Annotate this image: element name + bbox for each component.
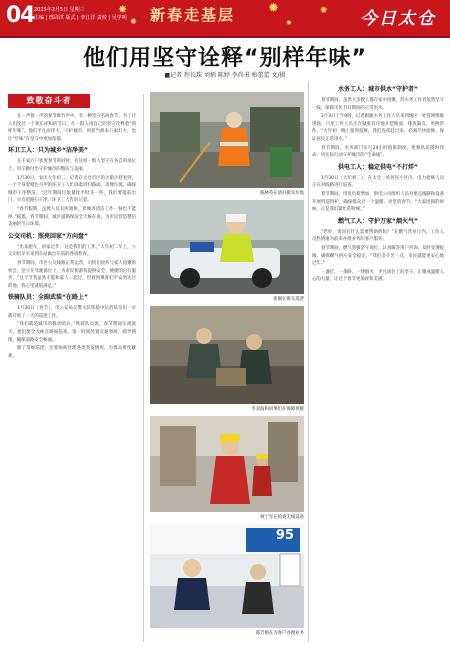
firework-icon: ✸ xyxy=(286,19,292,27)
photo-service-counter xyxy=(150,524,304,628)
paragraph: 春节期间，水务部门实行24小时值班制度，抢修队伍随时待命，用实际行动守护城市的“生命线”。 xyxy=(312,145,444,159)
section-title: 水务工人：城市供水“守护者” xyxy=(338,86,418,93)
page-number: 04 xyxy=(6,3,35,28)
article-headline: 他们用坚守诠释“别样年味” xyxy=(83,46,367,71)
newspaper-logo: 今日太仓 xyxy=(360,9,436,29)
photo-caption: 张刚在街头巡逻 xyxy=(273,297,304,302)
firework-icon: ✺ xyxy=(320,6,328,16)
page-header xyxy=(0,0,450,36)
left-text-column xyxy=(8,94,136,642)
paragraph: “我们就是城市的移动哨兵。”铁骑队员说，春节期间车流量大，他们要全天候在路面巡查，第一时间处置交通事故，疏导拥堵，确保道路安全畅通。 xyxy=(8,322,136,343)
intro-paragraph: 在一声接一声的春节爆竹声中，有一种坚守名叫春节，为了让人们度过一个欢乐祥和的节日，在一群人用自己的坚守诠释着“别样年味”。他们平凡而伟大，守护城市，用担当换来万家灯火，也让“年味”在坚守中更加浓郁。 xyxy=(8,114,136,142)
paragraph: 除了常规巡逻，还要协助处理各类突发情况，为群众排忧解难。 xyxy=(8,346,136,359)
section-title: 公交司机：照亮回家“方向盘” xyxy=(8,232,88,240)
column-divider xyxy=(308,82,309,642)
photo-caption: 李双波和同事们在保障供暖 xyxy=(251,407,304,412)
paragraph: “春节假期，虽然人员有所调休，但城市清洁工作一刻也不能停。”据悉，春节期间，城区道路保洁全天候在岗，为市民营造整洁美丽的节日环境。 xyxy=(8,206,136,228)
firework-icon: ✺ xyxy=(130,17,137,26)
paragraph: 在千家万户欢度春节的同时，有这样一群人坚守在各自的岗位上，用辛勤付出守护城市的整洁与美丽。 xyxy=(8,159,136,172)
paragraph: 1月30日（大年初二），在太仓一处居民小区内，电力抢修人员正在对线路进行巡查。 xyxy=(312,175,444,189)
right-text-column xyxy=(312,82,444,642)
paragraph: 春节期间，市区公交线路正常运营，司机们放弃与家人团聚的机会，坚守在驾驶岗位上，为市民和游客提供安全、便捷的出行服务。“这个节我虽然不能和家人一起过，但看到乘客们平安到达目的地，我心里就很满足。” xyxy=(8,260,136,289)
article-byline: ■记者 程长珠 刘炳 陈婷 李尚书 柏蕾蕾 文/摄 xyxy=(164,72,286,79)
section-title: 铁骑队员：全副武装“在路上” xyxy=(8,294,88,302)
section-title: 环卫工人：只为城乡“洁净美” xyxy=(8,147,88,155)
firework-icon: ✹ xyxy=(268,1,279,16)
paragraph: 1月30日，农历大年初二，记者在太仓市区的大街小巷看到，一个个身着橙色马甲的环卫工人忙碌着清扫路面、清理垃圾，确保城市干净整洁。“过年期间垃圾量比平时多一些，我们要提前出门，早点把路扫干净。”环卫工人告诉记者。 xyxy=(8,175,136,204)
paragraph: “出来跑车，回家过年，这是我们的工作。”大年初二早上，公交司机早早来到车站做出车前的各项检查。 xyxy=(8,244,136,258)
photo-caption: 柯宁军在检查无线设备 xyxy=(260,515,304,520)
paragraph: 2月3日上午9时，记者跟随水务工作人员来到城区一处管网维修现场，只见工作人员正在紧张有序地开挖路面、排查漏点、更换管件。“大年初一晚上接到报修，我们连夜赶过来，必须尽快抢修，保证居民正常用水。” xyxy=(312,114,444,142)
shop-sign-number: 95 xyxy=(275,528,294,543)
paragraph: “您好，请问有什么需要帮助的吗？”在燃气营业厅内，工作人员热情地为前来办理业务的客户服务。 xyxy=(312,229,444,243)
paragraph: 春节期间，虽然大多数人都在家中团聚，但水务工作者依然坚守一线，保障市民节日期间的正常用水。 xyxy=(312,98,444,111)
photo-sanitation-worker xyxy=(150,92,304,188)
section-title: 燃气工人：守护万家“烟火气” xyxy=(338,217,418,225)
section-title: 供电工人：稳定供电“不打烊” xyxy=(338,163,418,171)
festival-column-title: 新春走基层 xyxy=(150,6,236,24)
column-divider xyxy=(143,94,144,642)
header-rule xyxy=(0,36,450,38)
paragraph: 春节期间，用电负荷增加，供电公司组织人员对重点线路和设备开展特巡特护，确保群众过一个温暖、亮堂的春节。“大家团圆的时候，正是我们最忙的时候。” xyxy=(312,191,444,213)
photo-caption: 陈林英在清扫街头垃圾 xyxy=(260,191,304,196)
paragraph: 一盏灯、一条路、一缕烟火，平凡岗位上的坚守，汇聚成温暖人心的力量，让这个春节更加祥和美满。 xyxy=(312,269,444,283)
firework-icon: ✸ xyxy=(118,3,128,16)
editor-credits: 主编 | 邢周洪 版式 | 李江洋 责校 | 吴学明 xyxy=(34,15,127,21)
section-banner: 致敬奋斗者 xyxy=(8,94,90,108)
paragraph: 1月30日（春节），市公安局交警大队铁骑中队的队员们一早就开始了一天的巡逻工作。 xyxy=(8,306,136,319)
issue-date: 2025年2月5日 星期三 xyxy=(34,7,85,13)
photo-traffic-officer xyxy=(150,200,304,294)
photo-caption: 邵芳娟在为客户办理业务 xyxy=(255,631,304,636)
photo-repair-workers xyxy=(150,306,304,404)
paragraph: 春节期间，燃气客服坚守岗位，认真解答用户咨询，及时受理报修，确保燃气供应安全稳定。“我们多辛苦一点，市民就能更安心地过年。” xyxy=(312,245,444,267)
photo-technician xyxy=(150,416,304,512)
